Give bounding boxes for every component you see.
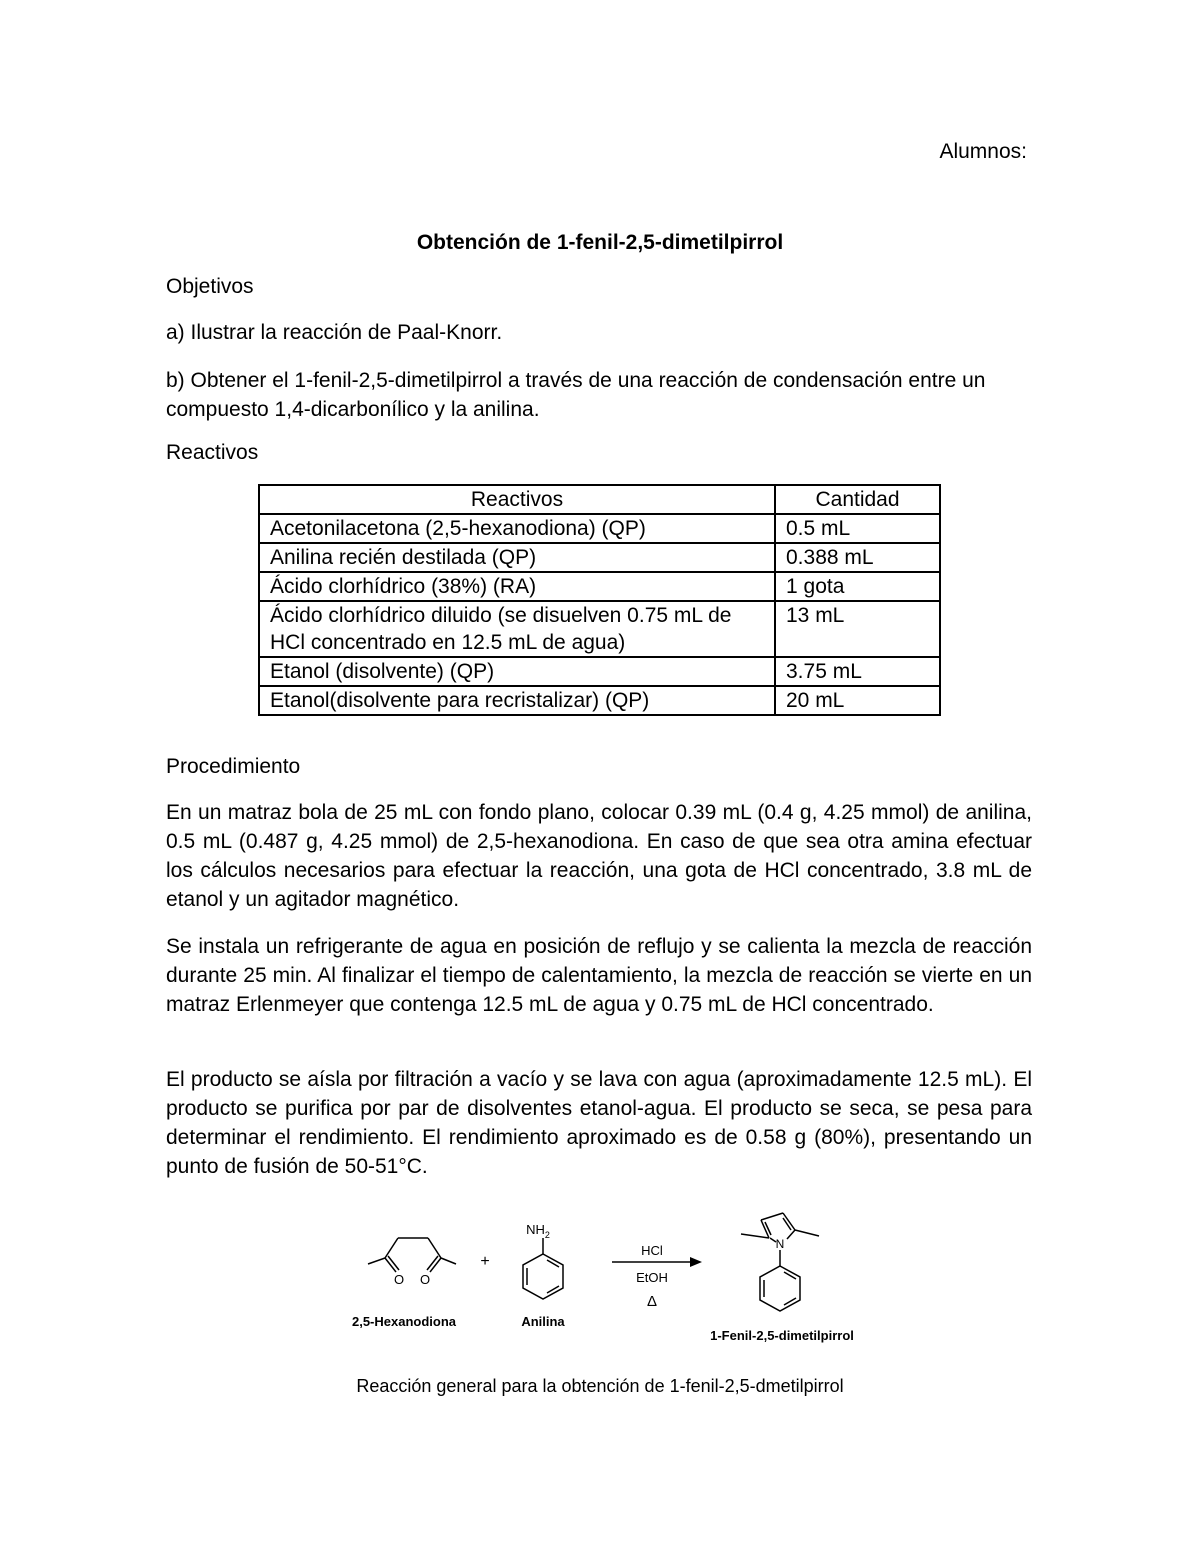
plus-sign: + xyxy=(480,1253,490,1270)
cantidad-cell: 1 gota xyxy=(775,572,940,601)
reactivos-heading: Reactivos xyxy=(166,441,259,464)
table-row xyxy=(259,657,940,686)
table-row xyxy=(259,514,940,543)
table-row xyxy=(259,686,940,715)
aniline-structure xyxy=(523,1238,563,1299)
procedimiento-heading: Procedimiento xyxy=(166,755,301,778)
reaction-scheme xyxy=(330,1208,890,1358)
table-header-row xyxy=(259,485,940,514)
cantidad-cell: 0.388 mL xyxy=(775,543,940,572)
carbonyl-oxygen-2: O xyxy=(419,1272,431,1287)
reactivo-cell: Etanol (disolvente) (QP) xyxy=(259,657,775,686)
objetivo-a: a) Ilustrar la reacción de Paal-Knorr. xyxy=(166,321,503,344)
reactivo-cell: Etanol(disolvente para recristalizar) (QP) xyxy=(259,686,775,715)
amine-group xyxy=(526,1222,550,1240)
amine-nh: NH xyxy=(526,1222,545,1237)
heat-symbol: Δ xyxy=(646,1293,658,1310)
reaction-arrow xyxy=(612,1257,702,1267)
aniline-label: Anilina xyxy=(521,1314,565,1329)
pyrrole-nitrogen: N xyxy=(775,1237,785,1251)
procedimiento-paragraph-2: Se instala un refrigerante de agua en posición de reflujo y se calienta la mezcla de reacción durante 25 min. Al finalizar el tiempo de calentamiento, la mezcla de reacción se vierte en un matraz Erlenmeyer que contenga 12.5 mL de agua y 0.75 mL de HCl concentrado. xyxy=(166,935,1032,1016)
alumnos-label: Alumnos: xyxy=(939,140,1027,163)
product-label: 1-Fenil-2,5-dimetilpirrol xyxy=(710,1328,854,1343)
reactivo-cell: Anilina recién destilada (QP) xyxy=(259,543,775,572)
reactivos-table xyxy=(258,484,941,716)
reagent-etoh: EtOH xyxy=(636,1270,668,1285)
cantidad-cell: 3.75 mL xyxy=(775,657,940,686)
cantidad-cell: 13 mL xyxy=(775,601,940,657)
table-header-reactivos: Reactivos xyxy=(259,485,775,514)
reagent-hcl: HCl xyxy=(641,1243,663,1258)
hexanedione-label: 2,5-Hexanodiona xyxy=(351,1314,457,1329)
procedimiento-paragraph-3: El producto se aísla por filtración a vacío y se lava con agua (aproximadamente 12.5 mL). El producto se purifica por par de disolventes etanol-agua. El producto se seca, se pesa para determinar el rendimiento. El rendimiento aproximado es de 0.58 g (80%), presentando un punto de fusión de 50-51°C. xyxy=(166,1068,1032,1178)
table-row xyxy=(259,601,940,657)
hexanedione-structure xyxy=(368,1238,456,1272)
objetivo-b: b) Obtener el 1-fenil-2,5-dimetilpirrol a través de una reacción de condensación entre un compuesto 1,4-dicarbonílico y la anilina. xyxy=(166,369,986,421)
product-structure xyxy=(741,1213,819,1311)
cantidad-cell: 20 mL xyxy=(775,686,940,715)
figure-caption: Reacción general para la obtención de 1-fenil-2,5-dmetilpirrol xyxy=(356,1376,844,1396)
reactivo-cell: Ácido clorhídrico diluido (se disuelven 0.75 mL de HCl concentrado en 12.5 mL de agua) xyxy=(259,601,775,657)
cantidad-cell: 0.5 mL xyxy=(775,514,940,543)
reactivo-cell: Acetonilacetona (2,5-hexanodiona) (QP) xyxy=(259,514,775,543)
table-row xyxy=(259,572,940,601)
table-row xyxy=(259,543,940,572)
document-title: Obtención de 1-fenil-2,5-dimetilpirrol xyxy=(416,231,784,254)
table-header-cantidad: Cantidad xyxy=(775,485,940,514)
amine-subscript: 2 xyxy=(544,1230,550,1240)
reactivo-cell: Ácido clorhídrico (38%) (RA) xyxy=(259,572,775,601)
procedimiento-paragraph-1: En un matraz bola de 25 mL con fondo plano, colocar 0.39 mL (0.4 g, 4.25 mmol) de anilina, 0.5 mL (0.487 g, 4.25 mmol) de 2,5-hexanodiona. En caso de que sea otra amina efectuar los cálculos necesarios para efectuar la reacción, una gota de HCl concentrado, 3.8 mL de etanol y un agitador magnético. xyxy=(166,801,1032,911)
carbonyl-oxygen-1: O xyxy=(393,1272,405,1287)
objetivos-heading: Objetivos xyxy=(166,275,254,298)
